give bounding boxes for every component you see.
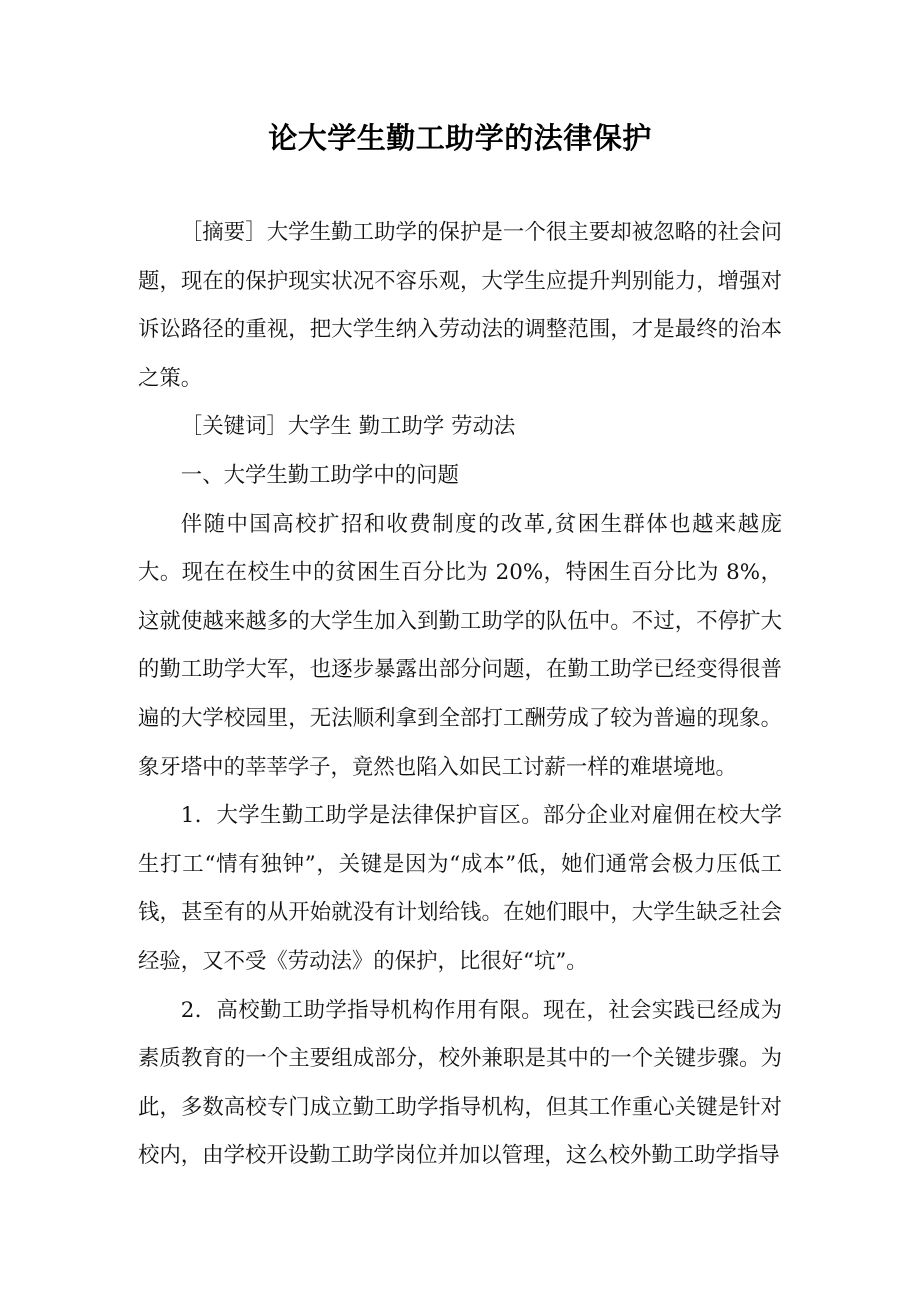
document-body bbox=[138, 209, 782, 1181]
body-paragraph: 伴随中国高校扩招和收费制度的改革,贫困生群体也越来越庞大。现在在校生中的贫困生百分比为 20%，特困生百分比为 8%，这就使越来越多的大学生加入到勤工助学的队伍中。不过，不停扩大的勤工助学大军，也逐步暴露出部分问题，在勤工助学已经变得很普遍的大学校园里，无法顺利拿到全部打工酬劳成了较为普遍的现象。象牙塔中的莘莘学子，竟然也陷入如民工讨薪一样的难堪境地。 bbox=[138, 511, 782, 780]
abstract-paragraph: ［摘要］大学生勤工助学的保护是一个很主要却被忽略的社会问题，现在的保护现实状况不容乐观，大学生应提升判别能力，增强对诉讼路径的重视，把大学生纳入劳动法的调整范围，才是最终的治本之策。 bbox=[138, 220, 782, 391]
body-paragraph: 1．大学生勤工助学是法律保护盲区。部分企业对雇佣在校大学生打工“情有独钟”，关键是因为“成本”低，她们通常会极力压低工钱，甚至有的从开始就没有计划给钱。在她们眼中，大学生缺乏社会经验，又不受《劳动法》的保护，比很好“坑”。 bbox=[138, 803, 782, 974]
section-heading: 一、大学生勤工助学中的问题 bbox=[180, 462, 459, 488]
keywords-paragraph: ［关键词］大学生 勤工助学 劳动法 bbox=[180, 414, 516, 440]
document-title: 论大学生勤工助学的法律保护 bbox=[268, 121, 652, 155]
body-paragraph: 2．高校勤工助学指导机构作用有限。现在，社会实践已经成为素质教育的一个主要组成部分，校外兼职是其中的一个关键步骤。为此，多数高校专门成立勤工助学指导机构，但其工作重心关键是针对校内，由学校开设勤工助学岗位并加以管理，这么校外勤工助学指导 bbox=[138, 997, 782, 1169]
